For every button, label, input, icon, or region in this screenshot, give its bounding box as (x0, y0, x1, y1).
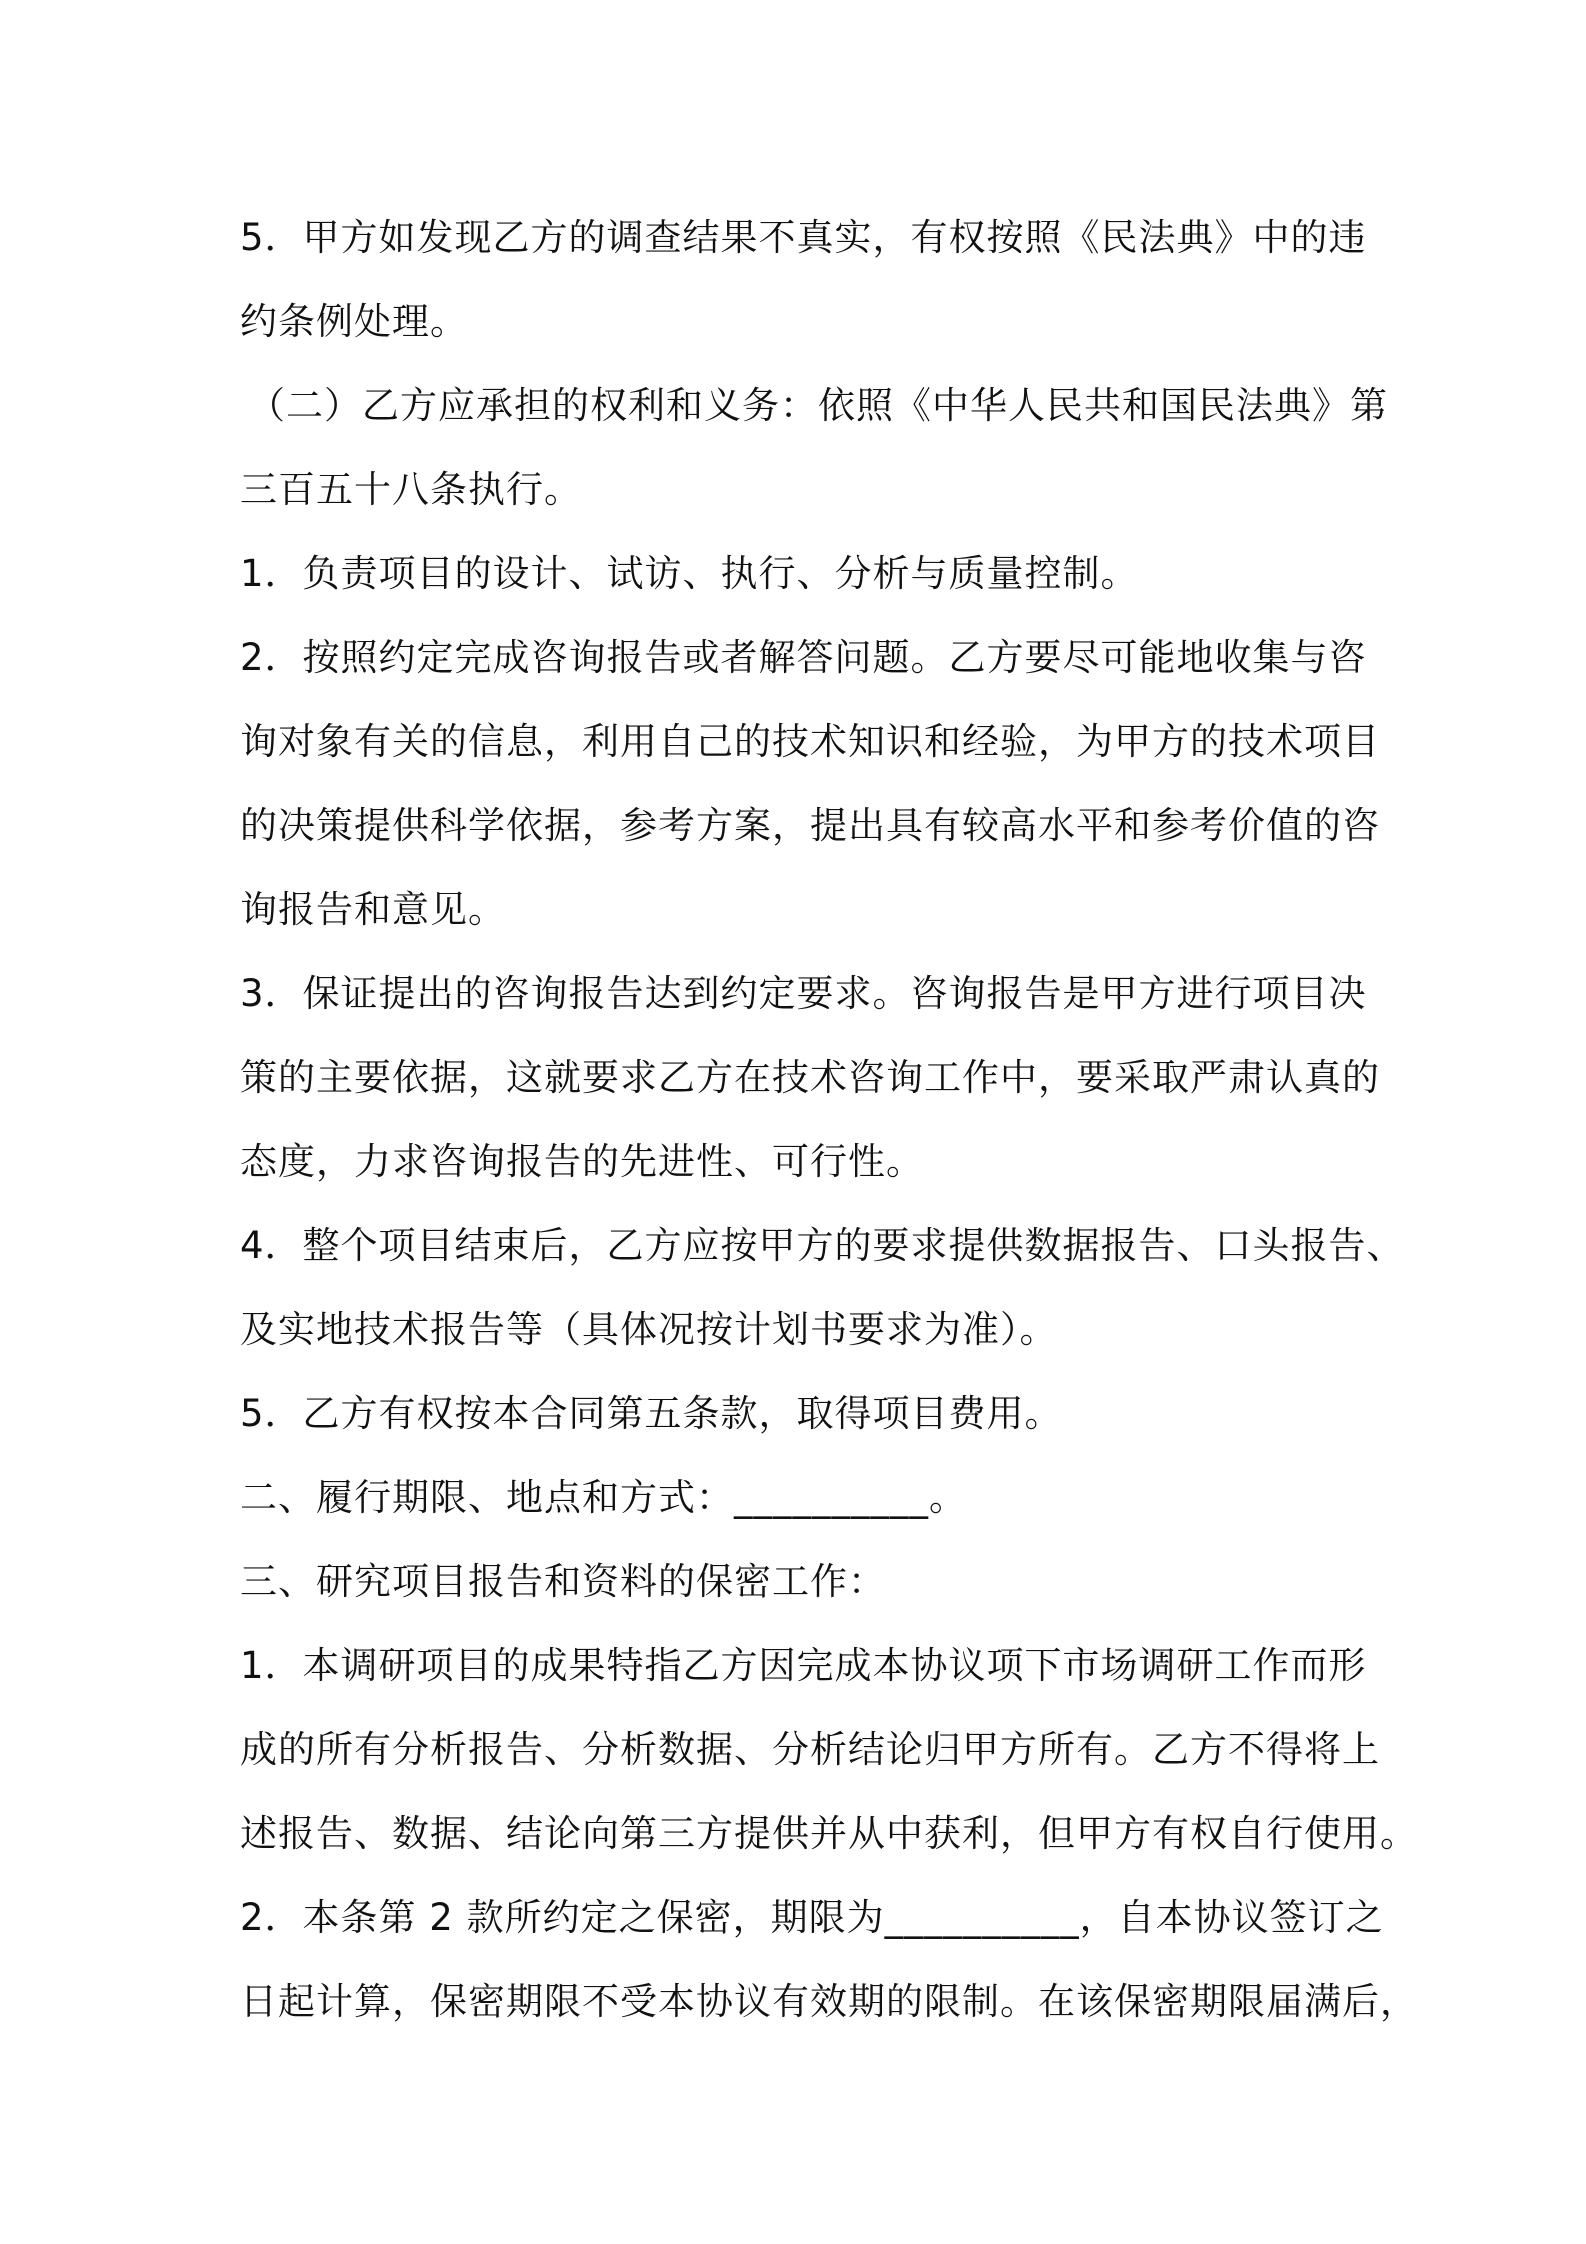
text-line: 述报告、数据、结论向第三方提供并从中获利，但甲方有权自行使用。 (240, 1812, 1418, 1855)
text-line: 成的所有分析报告、分析数据、分析结论归甲方所有。乙方不得将上 (240, 1728, 1380, 1771)
text-line: 三百五十八条执行。 (240, 468, 582, 511)
text-line: 1．本调研项目的成果特指乙方因完成本协议项下市场调研工作而形 (240, 1644, 1367, 1687)
text-line: 的决策提供科学依据，参考方案，提出具有较高水平和参考价值的咨 (240, 804, 1380, 847)
text-line: 2．本条第 2 款所约定之保密，期限为__________，自本协议签订之 (240, 1896, 1384, 1939)
text-line: 约条例处理。 (240, 300, 468, 343)
text-line: 日起计算，保密期限不受本协议有效期的限制。在该保密期限届满后， (240, 1980, 1418, 2023)
text-line: 询对象有关的信息，利用自己的技术知识和经验，为甲方的技术项目 (240, 720, 1380, 763)
text-line: 4．整个项目结束后，乙方应按甲方的要求提供数据报告、口头报告、 (240, 1224, 1405, 1267)
text-line: 态度，力求咨询报告的先进性、可行性。 (240, 1140, 924, 1183)
text-line: 5．甲方如发现乙方的调查结果不真实，有权按照《民法典》中的违 (240, 216, 1367, 259)
text-line: 策的主要依据，这就要求乙方在技术咨询工作中，要采取严肃认真的 (240, 1056, 1380, 1099)
text-line: 及实地技术报告等（具体况按计划书要求为准）。 (240, 1308, 1058, 1351)
document-body (240, 196, 1418, 2044)
text-line: 二、履行期限、地点和方式：__________。 (240, 1476, 967, 1519)
text-line: 1．负责项目的设计、试访、执行、分析与质量控制。 (240, 552, 1139, 595)
text-line: 2．按照约定完成咨询报告或者解答问题。乙方要尽可能地收集与咨 (240, 636, 1367, 679)
text-line: 三、研究项目报告和资料的保密工作： (240, 1560, 886, 1603)
text-line: 询报告和意见。 (240, 888, 506, 931)
text-line: （二）乙方应承担的权利和义务：依照《中华人民共和国民法典》第 (248, 384, 1388, 427)
text-line: 3．保证提出的咨询报告达到约定要求。咨询报告是甲方进行项目决 (240, 972, 1367, 1015)
text-line: 5．乙方有权按本合同第五条款，取得项目费用。 (240, 1392, 1063, 1435)
